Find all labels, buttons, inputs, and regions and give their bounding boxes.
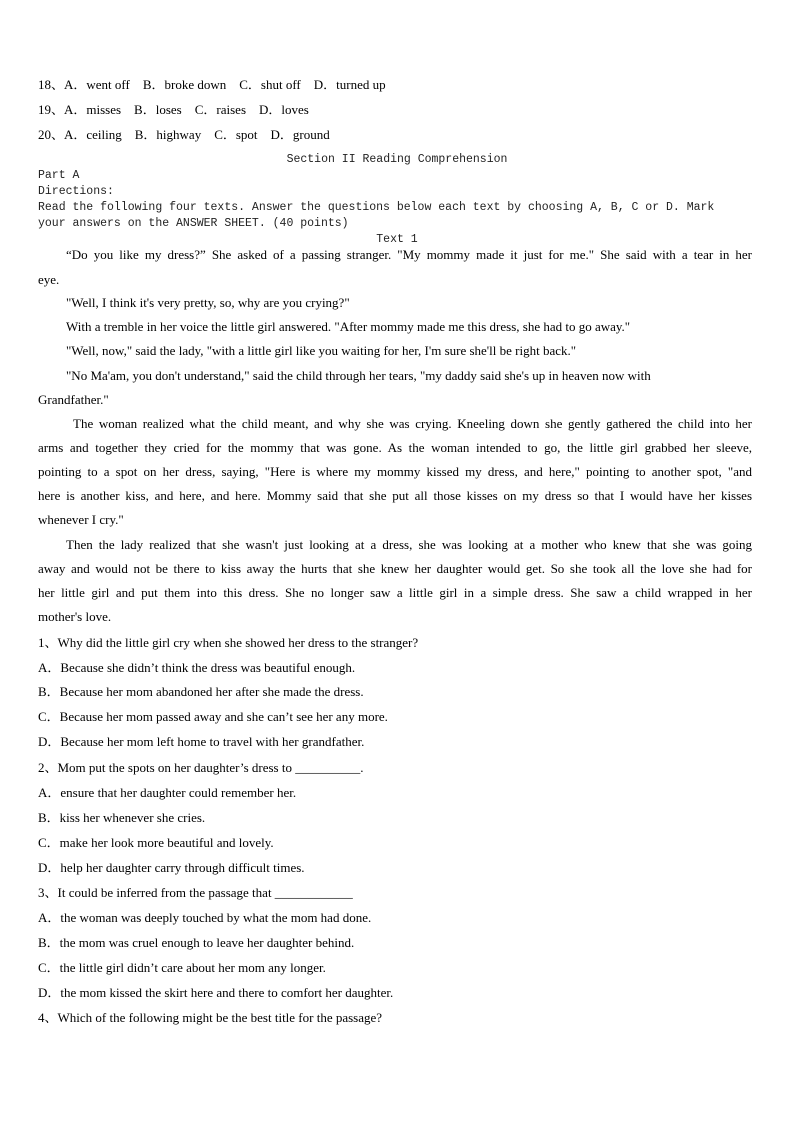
option: D．the mom kissed the skirt here and there to comfort her daughter. bbox=[38, 985, 394, 1000]
text-title: Text 1 bbox=[376, 233, 418, 246]
text-line: “Do you like my dress?” She asked of a passing stranger. "My mommy made it just for me." She said with a tear in her bbox=[66, 247, 752, 262]
option: C．Because her mom passed away and she can’t see her any more. bbox=[38, 709, 388, 724]
text-line: mother's love. bbox=[38, 609, 112, 624]
text-line: 19、A．misses B．loses C．raises D．loves bbox=[38, 102, 309, 117]
option: A．Because she didn’t think the dress was beautiful enough. bbox=[38, 660, 356, 675]
text-line: "Well, I think it's very pretty, so, why are you crying?" bbox=[66, 295, 350, 310]
directions-heading: Directions: bbox=[38, 185, 114, 198]
text-line: arms and together they cried for the mommy that was gone. As the woman intended to go, the little girl grabbed her sleeve, bbox=[38, 440, 752, 455]
text-line: With a tremble in her voice the little girl answered. "After mommy made me this dress, she had to go away." bbox=[66, 319, 631, 334]
text-line: Then the lady realized that she wasn't just looking at a dress, she was looking at a mother who knew that she was going bbox=[66, 537, 752, 552]
text-line: eye. bbox=[38, 272, 60, 287]
part-heading: Part A bbox=[38, 169, 80, 182]
section-title: Section II Reading Comprehension bbox=[286, 153, 508, 166]
option: A．the woman was deeply touched by what the mom had done. bbox=[38, 910, 372, 925]
text-line: whenever I cry." bbox=[38, 512, 124, 527]
option: B．the mom was cruel enough to leave her daughter behind. bbox=[38, 935, 355, 950]
text-line: The woman realized what the child meant, and why she was crying. Kneeling down she gently gathered the child into her bbox=[73, 416, 752, 431]
option: B．Because her mom abandoned her after she made the dress. bbox=[38, 684, 364, 699]
text-line: her little girl and put them into this dress. She no longer saw a little girl in a simple dress. She saw a child wrapped in her bbox=[38, 585, 752, 600]
text-line: here is another kiss, and here, and here. Mommy said that she put all those kisses on my dress so that I would have her kisses bbox=[38, 488, 752, 503]
option: C．the little girl didn’t care about her mom any longer. bbox=[38, 960, 326, 975]
text-line: Grandfather." bbox=[38, 392, 109, 407]
text-line: pointing to a spot on her dress, saying, "Here is where my mommy kissed my dress, and here," pointing to another spot, "and bbox=[38, 464, 752, 479]
option: D．Because her mom left home to travel with her grandfather. bbox=[38, 734, 365, 749]
directions-text: Read the following four texts. Answer the questions below each text by choosing A, B, C or D. Mark bbox=[38, 201, 715, 214]
text-line: away and would not be there to kiss away the hurts that she knew her daughter would get. So she took all the love she had for bbox=[38, 561, 752, 576]
text-line: "Well, now," said the lady, "with a little girl like you waiting for her, I'm sure she'll be right back." bbox=[66, 343, 577, 358]
option: B．kiss her whenever she cries. bbox=[38, 810, 206, 825]
text-line: 18、A．went off B．broke down C．shut off D．turned up bbox=[38, 77, 386, 92]
text-line: 20、A．ceiling B．highway C．spot D．ground bbox=[38, 127, 330, 142]
option: A．ensure that her daughter could remember her. bbox=[38, 785, 297, 800]
question: 3、It could be inferred from the passage that ____________ bbox=[38, 885, 353, 900]
question: 1、Why did the little girl cry when she showed her dress to the stranger? bbox=[38, 635, 419, 650]
directions-text: your answers on the ANSWER SHEET. (40 points) bbox=[38, 217, 349, 230]
question: 2、Mom put the spots on her daughter’s dress to __________. bbox=[38, 760, 364, 775]
option: C．make her look more beautiful and lovely. bbox=[38, 835, 274, 850]
question: 4、Which of the following might be the best title for the passage? bbox=[38, 1010, 383, 1025]
option: D．help her daughter carry through difficult times. bbox=[38, 860, 305, 875]
text-line: "No Ma'am, you don't understand," said the child through her tears, "my daddy said she's up in heaven now with bbox=[66, 368, 651, 383]
